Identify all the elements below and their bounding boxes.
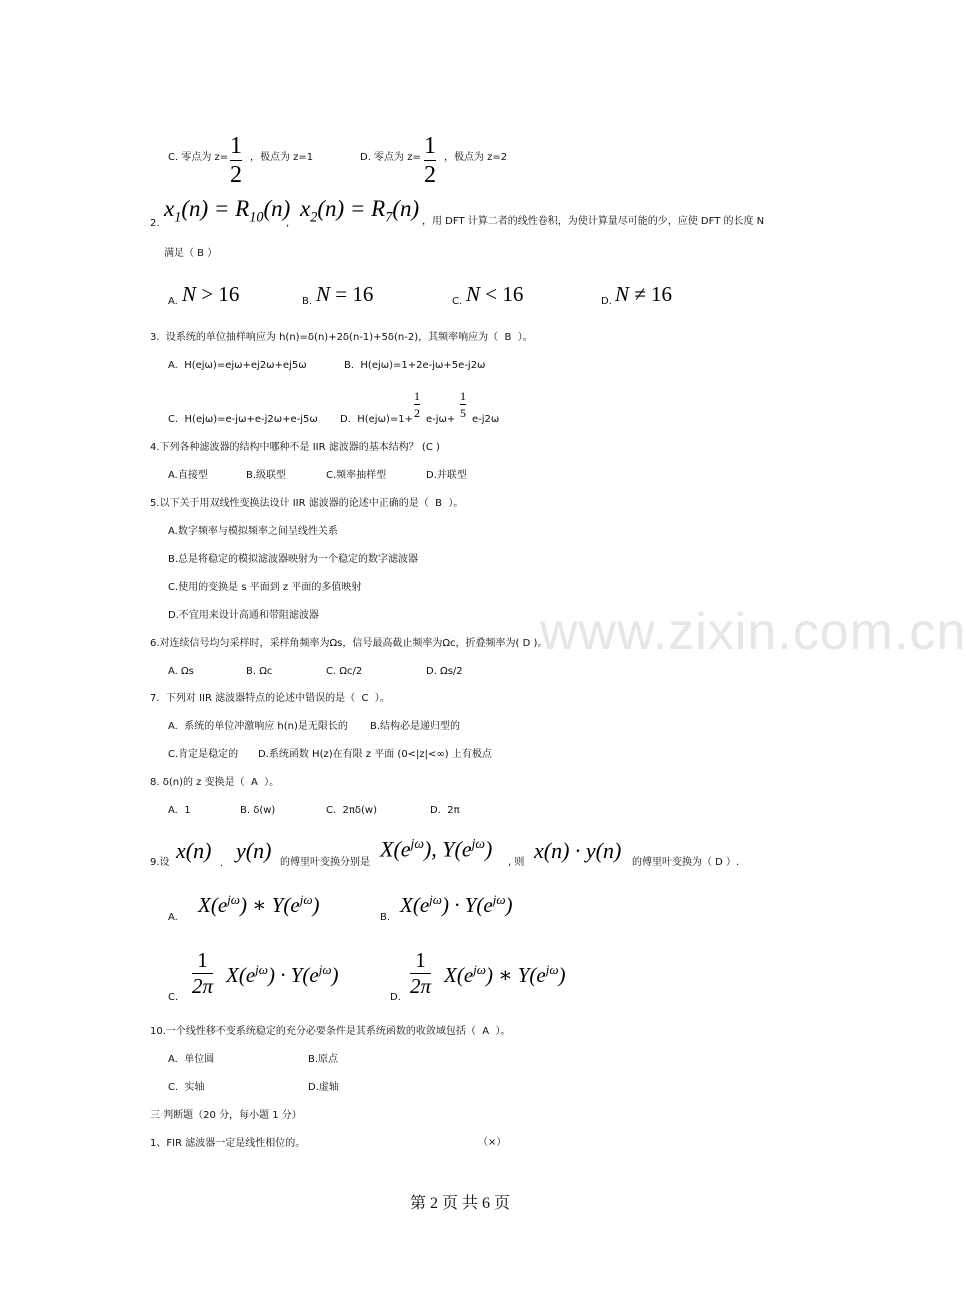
q9-option-c-label: C. [168, 992, 179, 1003]
q8-question: 8. δ(n)的 z 变换是（ A ）。 [150, 777, 280, 788]
q2-option-a-formula: N > 16 [182, 282, 240, 306]
page-footer: 第 2 页 共 6 页 [409, 1195, 510, 1212]
q9-c-fraction: 1 2π [192, 948, 214, 998]
q10-question: 10.一个线性移不变系统稳定的充分必要条件是其系统函数的收敛域包括（ A ）。 [150, 1026, 511, 1037]
q7-option-d: D.系统函数 H(z)在有限 z 平面 (0<|z|<∞) 上有极点 [258, 749, 492, 760]
q5-option-a: A.数字频率与模拟频率之间呈线性关系 [168, 526, 338, 537]
q8-option-a: A. 1 [168, 805, 191, 816]
q10-option-a: A. 单位圆 [168, 1054, 215, 1065]
q7-option-c: C.肯定是稳定的 [168, 749, 239, 760]
q7-option-a: A. 系统的单位冲激响应 h(n)是无限长的 [168, 721, 348, 732]
watermark: www.zixin.com.cn [540, 603, 966, 661]
q9-product-formula: x(n) · y(n) [534, 838, 622, 863]
q3-option-c: C. H(ejω)=e-jω+e-j2ω+e-j5ω [168, 414, 318, 425]
q4-option-d: D.并联型 [426, 470, 467, 481]
q2-option-b-formula: N = 16 [316, 282, 374, 306]
q5-question: 5.以下关于用双线性变换法设计 IIR 滤波器的论述中正确的是（ B ）。 [150, 498, 464, 509]
q2-x1-formula: $x_1(n) = R_{10}(n)$ [164, 196, 291, 226]
q9-middle: 的傅里叶变换分别是 [280, 857, 370, 868]
q8-option-c: C. 2πδ(w) [326, 805, 378, 816]
q2-question-text: ，用 DFT 计算二者的线性卷积，为使计算量尽可能的少，应使 DFT 的长度 N [422, 216, 765, 227]
q9-option-a-label: A. [168, 912, 178, 923]
q2-option-c-label: C. [452, 296, 463, 307]
judgment-item-1: 1、FIR 滤波器一定是线性相位的。 [150, 1138, 306, 1149]
q8-option-d: D. 2π [430, 805, 460, 816]
q2-option-d-label: D. [601, 296, 612, 307]
q2-option-a-label: A. [168, 296, 178, 307]
q10-option-d: D.虚轴 [308, 1082, 339, 1093]
q9-option-d-label: D. [390, 992, 401, 1003]
q10-option-b: B.原点 [308, 1054, 339, 1065]
section-3-title: 三 判断题（20 分，每小题 1 分） [150, 1110, 302, 1121]
q9-option-c-formula: $X(e^{j\omega}) \cdot Y(e^{j\omega})$ [226, 962, 339, 987]
q9-separator: . [220, 858, 224, 869]
q4-option-b: B.级联型 [246, 470, 287, 481]
q5-option-b: B.总是将稳定的模拟滤波器映射为一个稳定的数字滤波器 [168, 554, 419, 565]
q2-x2-formula: $x_2(n) = R_7(n)$ [300, 196, 420, 226]
q7-option-b: B.结构必是递归型的 [370, 721, 461, 732]
q9-d-fraction: 1 2π [410, 948, 432, 998]
q4-option-a: A.直接型 [168, 470, 208, 481]
q1-c-fraction: 1 2 [230, 133, 242, 188]
q3-option-a: A. H(ejω)=ejω+ej2ω+ej5ω [168, 360, 307, 371]
q3-option-d-suffix: e-j2ω [472, 414, 500, 425]
q3-d-fifth-fraction: 1 5 [460, 389, 466, 420]
judgment-item-1-answer: （×） [478, 1137, 507, 1148]
q7-question: 7. 下列对 IIR 滤波器特点的论述中错误的是（ C ）。 [150, 693, 390, 704]
q6-question: 6.对连续信号均匀采样时，采样角频率为Ωs，信号最高截止频率为Ωc，折叠频率为( D )。 [150, 638, 548, 649]
q2-option-c-formula: N < 16 [466, 282, 524, 306]
q8-option-b: B. δ(w) [240, 805, 276, 816]
q10-option-c: C. 实轴 [168, 1082, 205, 1093]
q9-then: , 则 [508, 857, 525, 868]
q9-suffix: 的傅里叶变换为（ D ）. [632, 857, 740, 868]
q4-option-c: C.频率抽样型 [326, 470, 387, 481]
q4-question: 4.下列各种滤波器的结构中哪种不是 IIR 滤波器的基本结构？ (C ) [150, 442, 440, 453]
q2-question-text-2: 满足（ B ） [164, 248, 218, 259]
q5-option-d: D.不宜用来设计高通和带阻滤波器 [168, 610, 319, 621]
q1-option-d-pole: ，极点为 z=2 [444, 152, 508, 163]
q2-option-b-label: B. [302, 296, 313, 307]
q1-option-c-label: C. 零点为 z= [168, 152, 229, 163]
q2-number: 2. [150, 218, 160, 229]
q1-option-d-label: D. 零点为 z= [360, 152, 421, 163]
q9-transform-pair-formula: $X(e^{j\omega})$, $Y(e^{j\omega})$ [380, 836, 493, 862]
q9-option-b-label: B. [380, 912, 391, 923]
q6-option-a: A. Ωs [168, 666, 194, 677]
q9-option-d-formula: $X(e^{j\omega})$ ∗ $Y(e^{j\omega})$ [444, 962, 566, 987]
q3-d-half-fraction: 1 2 [414, 389, 420, 420]
q2-separator: , [286, 218, 290, 229]
q3-question: 3. 设系统的单位抽样响应为 h(n)=δ(n)+2δ(n-1)+5δ(n-2)，其频率响应为（ B ）。 [150, 332, 533, 343]
q9-option-b-formula: $X(e^{j\omega}) \cdot Y(e^{j\omega})$ [400, 892, 513, 917]
q6-option-c: C. Ωc/2 [326, 666, 363, 677]
q3-option-d-middle: e-jω+ [426, 414, 456, 425]
q9-yn-formula: y(n) [236, 838, 272, 863]
q6-option-b: B. Ωc [246, 666, 273, 677]
q5-option-c: C.使用的变换是 s 平面到 z 平面的多值映射 [168, 582, 362, 593]
q6-option-d: D. Ωs/2 [426, 666, 463, 677]
q1-option-c-pole: ，极点为 z=1 [250, 152, 314, 163]
q3-option-b: B. H(ejω)=1+2e-jω+5e-j2ω [344, 360, 486, 371]
q9-xn-formula: x(n) [176, 838, 212, 863]
q9-prefix: 9.设 [150, 857, 170, 868]
q9-option-a-formula: $X(e^{j\omega})$ ∗ $Y(e^{j\omega})$ [198, 892, 320, 917]
q1-d-fraction: 1 2 [424, 133, 436, 188]
q2-option-d-formula: N ≠ 16 [615, 282, 673, 306]
q3-option-d-prefix: D. H(ejω)=1+ [340, 414, 413, 425]
